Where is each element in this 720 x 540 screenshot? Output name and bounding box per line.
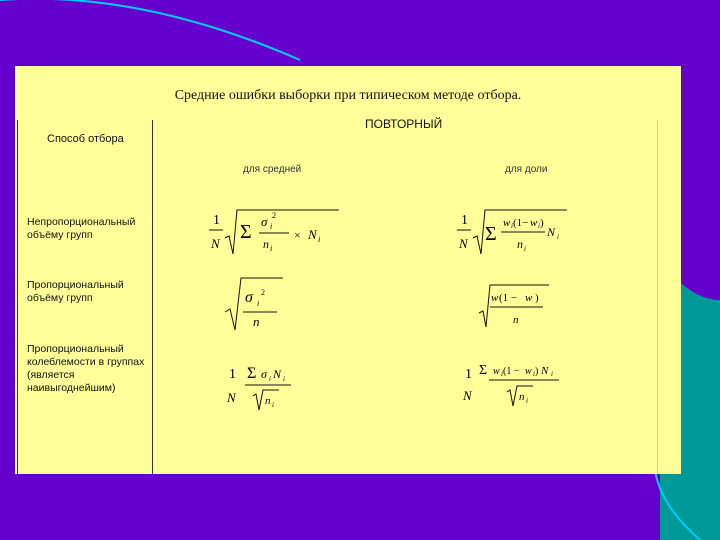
svg-text:w: w [493,366,500,377]
slide-title: Средние ошибки выборки при типическом методе отбора. [174,88,522,103]
svg-text:(1 −: (1 − [503,366,520,377]
formula-share-nonproportional [455,206,575,267]
formula-mean-nonproportional [207,206,347,267]
svg-text:w: w [525,366,532,377]
svg-text:σ: σ [245,289,253,306]
svg-text:n: n [265,395,271,407]
svg-text:N: N [227,390,236,405]
svg-text:i: i [269,375,271,383]
column-header-share: для доли [505,164,548,175]
svg-text:N: N [547,225,556,239]
svg-text:(1−: (1− [513,217,529,229]
decorative-arc [0,0,300,60]
svg-text:w: w [503,217,511,229]
svg-text:1: 1 [461,213,468,228]
row-label-proportional: Пропорциональный объёму групп [27,279,124,304]
svg-text:Σ: Σ [479,363,488,378]
svg-text:2: 2 [272,211,276,220]
svg-text:w: w [525,292,533,304]
formula-mean-proportional [223,274,293,339]
table-right-border [657,120,658,474]
slide-subtitle: ПОВТОРНЫЙ [365,117,443,131]
svg-text:w: w [530,217,538,229]
svg-text:): ) [535,292,539,304]
svg-text:i: i [283,375,285,383]
svg-text:): ) [540,217,544,229]
svg-text:Σ: Σ [240,221,252,243]
svg-text:w: w [491,292,499,304]
svg-text:i: i [270,222,273,231]
row-label-nonproportional: Непропорциональный объёму групп [27,216,136,241]
svg-text:N: N [459,236,468,251]
svg-text:σ: σ [261,367,267,381]
svg-text:): ) [535,366,539,377]
svg-text:i: i [501,370,503,378]
svg-text:n: n [513,314,519,326]
svg-text:2: 2 [261,288,265,297]
formula-share-proportional [477,281,557,336]
svg-text:i: i [551,370,553,378]
svg-text:1: 1 [229,367,236,382]
svg-text:i: i [533,370,535,378]
svg-text:i: i [511,222,513,230]
svg-text:N: N [463,388,472,403]
svg-text:n: n [263,237,269,251]
svg-text:Σ: Σ [485,223,497,245]
svg-text:n: n [253,314,260,329]
column-header-mean: для средней [243,164,302,175]
formula-mean-variability [223,360,313,421]
svg-text:(1 −: (1 − [499,292,518,304]
svg-text:i: i [272,401,274,409]
svg-text:i: i [526,397,528,405]
svg-text:Σ: Σ [247,365,257,382]
svg-text:i: i [257,299,260,308]
svg-text:i: i [538,222,540,230]
svg-text:σ: σ [261,214,268,229]
row-label-variability: Пропорциональный колеблемости в группах (является наивыгоднейшим) [27,343,145,394]
svg-text:1: 1 [213,213,220,228]
svg-text:N: N [308,227,317,242]
svg-text:i: i [318,235,321,244]
formula-share-variability [459,360,569,421]
svg-text:i: i [524,245,526,253]
table-left-border [17,120,18,474]
svg-text:n: n [517,237,523,251]
content-panel [15,66,681,474]
column-header-method: Способ отбора [47,133,124,145]
svg-text:i: i [270,244,273,253]
svg-text:N: N [273,367,282,381]
svg-text:1: 1 [465,367,472,382]
svg-text:N: N [211,236,220,251]
svg-text:n: n [519,391,525,403]
svg-text:N: N [541,365,549,377]
svg-text:i: i [557,233,559,241]
svg-text:×: × [294,228,301,242]
